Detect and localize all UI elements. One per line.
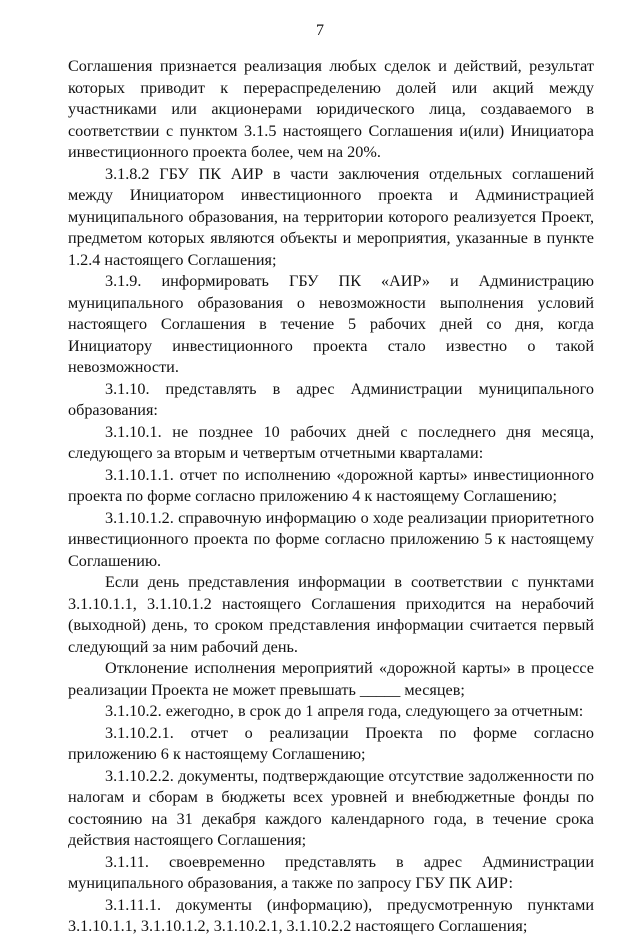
paragraph-3-1-9: 3.1.9. информировать ГБУ ПК «АИР» и Администрацию муниципального образования о невозможности выполнения условий настоящего Соглашения в течение 5 рабочих дней со дня, когда Инициатору инвестиционного проекта стало известно о такой невозможности.: [68, 272, 594, 376]
paragraph-3-1-11-1: 3.1.11.1. документы (информацию), предусмотренную пунктами 3.1.10.1.1, 3.1.10.1.2, 3.1.10.2.1, 3.1.10.2.2 настоящего Соглашения;: [68, 895, 594, 935]
document-body: [68, 56, 594, 938]
page-number: 7: [316, 22, 324, 39]
paragraph-3-1-10-1: 3.1.10.1. не позднее 10 рабочих дней с последнего дня месяца, следующего за вторым и четвертым отчетными кварталами:: [68, 422, 594, 462]
paragraph-3-1-10-1-2: 3.1.10.1.2. справочную информацию о ходе реализации приоритетного инвестиционного проекта по форме согласно приложению 5 к настоящему Соглашению.: [68, 508, 594, 570]
paragraph-roadmap-deviation: Отклонение исполнения мероприятий «дорожной карты» в процессе реализации Проекта не может превышать _____ месяцев;: [68, 659, 594, 699]
paragraph-3-1-10-1-1: 3.1.10.1.1. отчет по исполнению «дорожной карты» инвестиционного проекта по форме согласно приложению 4 к настоящему Соглашению;: [68, 465, 594, 505]
paragraph-3-1-8-2: 3.1.8.2 ГБУ ПК АИР в части заключения отдельных соглашений между Инициатором инвестиционного проекта и Администрацией муниципального образования, на территории которого реализуется Проект, предметом которых являются объекты и мероприятия, указанные в пункте 1.2.4 настоящего Соглашения;: [68, 164, 594, 269]
paragraph-3-1-11: 3.1.11. своевременно представлять в адрес Администрации муниципального образования, а также по запросу ГБУ ПК АИР:: [68, 852, 594, 892]
paragraph-3-1-10: 3.1.10. представлять в адрес Администрации муниципального образования:: [68, 379, 594, 419]
paragraph-3-1-10-2-2: 3.1.10.2.2. документы, подтверждающие отсутствие задолженности по налогам и сборам в бюджеты всех уровней и внебюджетные фонды по состоянию на 31 декабря каждого календарного года, в течение срока действия настоящего Соглашения;: [68, 766, 594, 849]
paragraph-continuation: Соглашения признается реализация любых сделок и действий, результат которых приводит к перераспределению долей или акций между участниками или акционерами юридического лица, создаваемого в соответствии с пунктом 3.1.5 настоящего Соглашения и(или) Инициатора инвестиционного проекта более, чем на 20%.: [68, 57, 594, 161]
paragraph-nonworking-day: Если день представления информации в соответствии с пунктами 3.1.10.1.1, 3.1.10.1.2 настоящего Соглашения приходится на нерабочий (выходной) день, то сроком представления информации считается первый следующий за ним рабочий день.: [68, 573, 594, 656]
paragraph-3-1-10-2-1: 3.1.10.2.1. отчет о реализации Проекта по форме согласно приложению 6 к настоящему Соглашению;: [68, 723, 594, 763]
paragraph-3-1-10-2: 3.1.10.2. ежегодно, в срок до 1 апреля года, следующего за отчетным:: [105, 702, 584, 720]
